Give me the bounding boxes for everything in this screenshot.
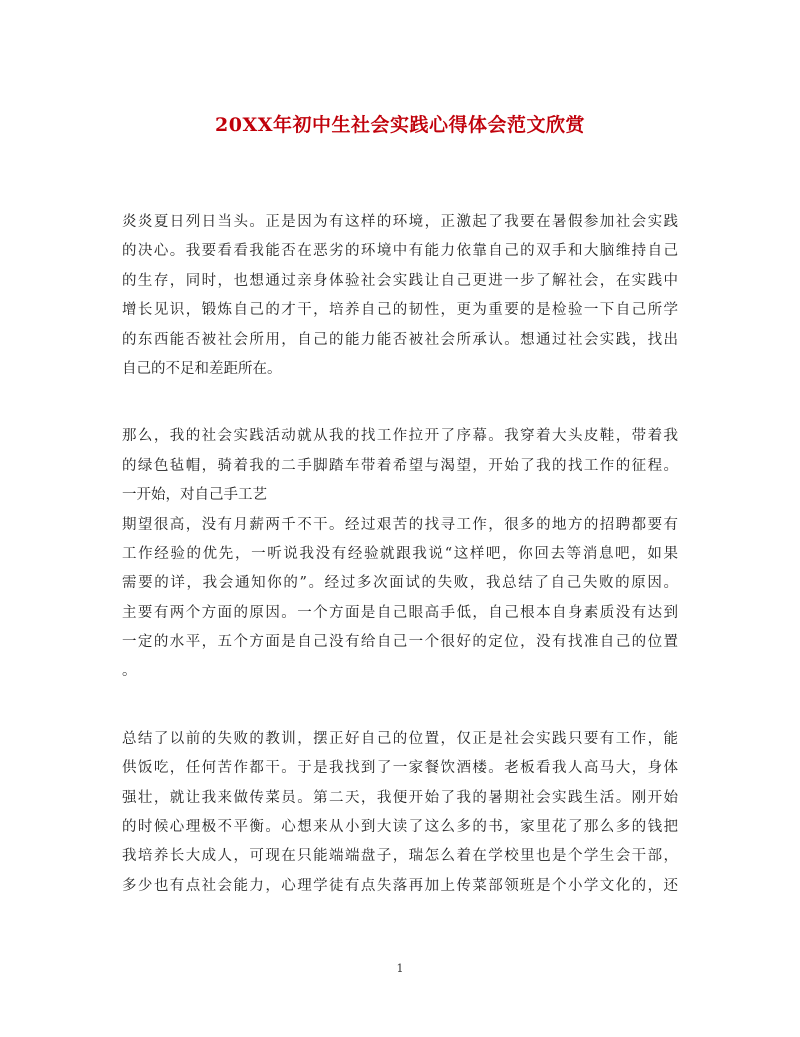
text-line: 的东西能否被社会所用，自己的能力能否被社会所承认。想通过社会实践，找出 xyxy=(122,331,678,348)
text-line: 强壮，就让我来做传菜员。第二天，我便开始了我的暑期社会实践生活。刚开始 xyxy=(122,789,678,806)
document-body xyxy=(122,208,678,939)
text-line: 的决心。我要看看我能否在恶劣的环境中有能力依靠自己的双手和大脑维持自己 xyxy=(122,243,678,260)
text-line: 那么，我的社会实践活动就从我的找工作拉开了序幕。我穿着大头皮鞋，带着我 xyxy=(122,428,678,445)
text-line: 主要有两个方面的原因。一个方面是自己眼高手低，自己根本自身素质没有达到 xyxy=(122,604,678,621)
text-line: 自己的不足和差距所在。 xyxy=(122,360,282,377)
paragraph-3 xyxy=(122,725,678,901)
text-line: 多少也有点社会能力，心理学徒有点失落再加上传菜部领班是个小学文化的，还 xyxy=(122,877,678,894)
text-line: 我培养长大成人，可现在只能端端盘子，瑞怎么着在学校里也是个学生会干部， xyxy=(122,848,678,865)
text-line: 总结了以前的失败的教训，摆正好自己的位置，仅正是社会实践只要有工作，能 xyxy=(122,730,678,747)
text-line: 的绿色毡帽，骑着我的二手脚踏车带着希望与渴望，开始了我的找工作的征程。 xyxy=(122,457,678,474)
text-line: 炎炎夏日列日当头。正是因为有这样的环境，正激起了我要在暑假参加社会实践 xyxy=(122,214,678,230)
text-line: 工作经验的优先，一听说我没有经验就跟我说“这样吧，你回去等消息吧，如果 xyxy=(122,545,678,562)
text-line: 期望很高，没有月薪两千不干。经过艰苦的找寻工作，很多的地方的招聘都要有 xyxy=(122,516,678,533)
document-title: 20XX年初中生社会实践心得体会范文欣赏 xyxy=(215,114,585,136)
text-line: 需要的详，我会通知你的”。经过多次面试的失败，我总结了自己失败的原因。 xyxy=(122,575,678,592)
text-line: 一定的水平，五个方面是自己没有给自己一个很好的定位，没有找准自己的位置 xyxy=(122,634,678,651)
text-line: 的时候心理极不平衡。心想来从小到大读了这么多的书，家里花了那么多的钱把 xyxy=(122,819,678,836)
paragraph-2 xyxy=(122,422,678,687)
text-line: 。 xyxy=(122,663,137,680)
text-line: 供饭吃，任何苦作都干。于是我找到了一家餐饮酒楼。老板看我人高马大，身体 xyxy=(122,760,678,777)
page-number: 1 xyxy=(396,962,404,975)
text-line: 增长见识，锻炼自己的才干，培养自己的韧性，更为重要的是检验一下自己所学 xyxy=(122,302,678,319)
text-line: 一开始，对自己手工艺 xyxy=(122,487,267,504)
paragraph-1 xyxy=(122,208,678,384)
text-line: 的生存，同时，也想通过亲身体验社会实践让自己更进一步了解社会，在实践中 xyxy=(122,272,678,289)
